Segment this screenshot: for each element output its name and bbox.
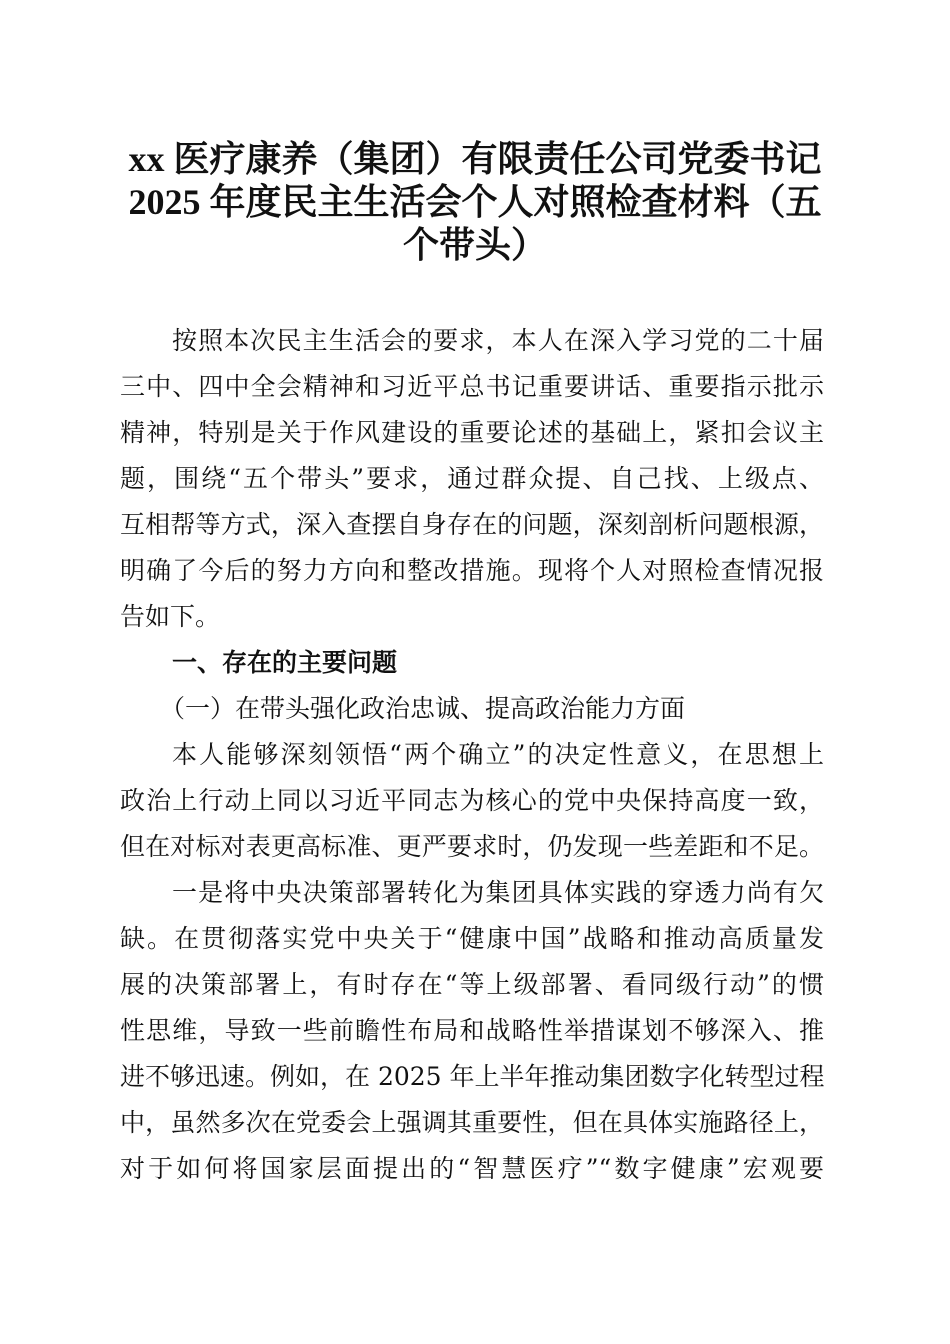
paragraph [120,870,824,1192]
text-line: 政治上行动上同以习近平同志为核心的党中央保持高度一致， [120,786,824,815]
text-line: 按照本次民主生活会的要求，本人在深入学习党的二十届 [172,326,824,355]
title-line: 个带头） [402,225,547,265]
text-line: 中，虽然多次在党委会上强调其重要性，但在具体实施路径上， [120,1108,824,1137]
text-line: 性思维，导致一些前瞻性布局和战略性举措谋划不够深入、推 [120,1016,824,1045]
section-heading: 一、存在的主要问题 [172,648,398,677]
text-line: 展的决策部署上，有时存在“等上级部署、看同级行动”的惯 [120,970,824,999]
document-body [120,318,824,1192]
text-line: 但在对标对表更高标准、更严要求时，仍发现一些差距和不足。 [120,832,824,861]
text-line: 题，围绕“五个带头”要求，通过群众提、自己找、上级点、 [120,464,824,493]
text-line: 一是将中央决策部署转化为集团具体实践的穿透力尚有欠 [172,878,824,907]
paragraph [120,732,824,870]
intro-paragraph [120,318,824,640]
text-line: 精神，特别是关于作风建设的重要论述的基础上，紧扣会议主 [120,418,824,447]
text-line: 缺。在贯彻落实党中央关于“健康中国”战略和推动高质量发 [120,924,824,953]
text-line: 告如下。 [120,602,221,631]
text-line: 对于如何将国家层面提出的“智慧医疗”“数字健康”宏观要 [120,1154,824,1183]
document-title [110,138,840,267]
text-line: 互相帮等方式，深入查摆自身存在的问题，深刻剖析问题根源， [120,510,824,539]
text-line: 明确了今后的努力方向和整改措施。现将个人对照检查情况报 [120,556,824,585]
text-line: 进不够迅速。例如，在 2025 年上半年推动集团数字化转型过程 [120,1062,825,1091]
text-line: 本人能够深刻领悟“两个确立”的决定性意义，在思想上 [172,740,824,769]
title-line: xx 医疗康养（集团）有限责任公司党委书记 [128,139,822,179]
subsection-heading: （一）在带头强化政治忠诚、提高政治能力方面 [160,694,686,723]
title-line: 2025 年度民主生活会个人对照检查材料（五 [128,182,822,222]
text-line: 三中、四中全会精神和习近平总书记重要讲话、重要指示批示 [120,372,824,401]
